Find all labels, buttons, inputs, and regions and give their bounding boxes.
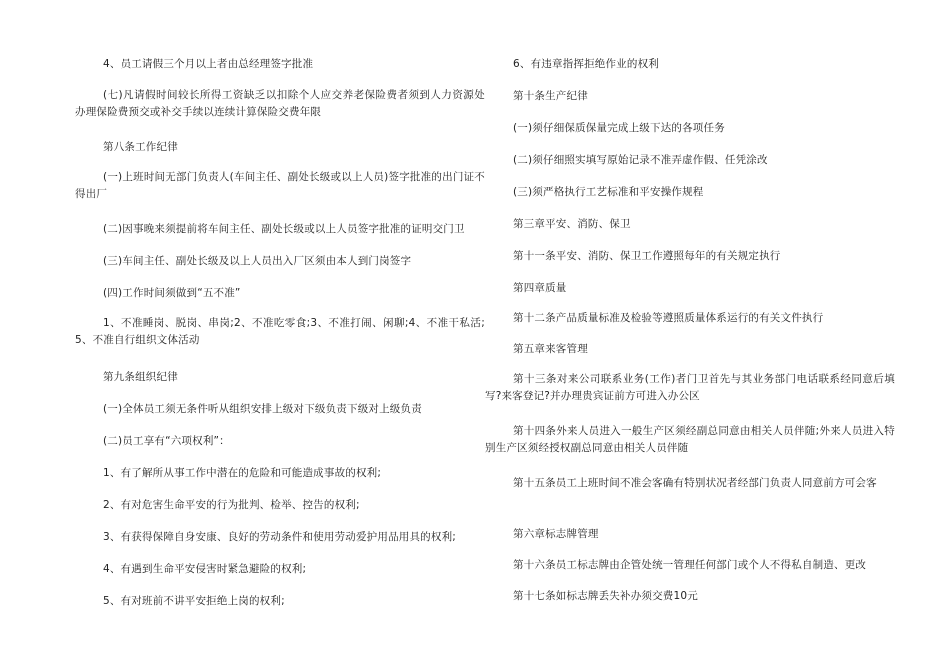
paragraph: (三)须严格执行工艺标准和平安操作规程 — [513, 186, 704, 198]
list-item: 4、有遇到生命平安侵害时紧急避险的权利; — [103, 563, 307, 575]
chapter-heading: 第四章质量 — [513, 282, 567, 294]
chapter-heading: 第三章平安、消防、保卫 — [513, 218, 631, 230]
paragraph: 第十六条员工标志牌由企管处统一管理任何部门或个人不得私自制造、更改 — [513, 559, 867, 571]
paragraph: 第十五条员工上班时间不准会客确有特别状况者经部门负责人同意前方可会客 — [513, 477, 877, 489]
chapter-heading: 第五章来客管理 — [513, 343, 588, 355]
section-heading: 第十条生产纪律 — [513, 90, 588, 102]
paragraph: 第十七条如标志牌丢失补办须交费10元 — [513, 590, 698, 602]
list-item: 1、有了解所从事工作中潜在的危险和可能造成事故的权利; — [103, 467, 382, 479]
paragraph: (二)员工享有“六项权利”： — [103, 435, 230, 447]
paragraph: 第十三条对来公司联系业务(工作)者门卫首先与其业务部门电话联系经同意后填写?来客登记?并办理贵宾证前方可进入办公区 — [485, 373, 895, 402]
paragraph: (一)全体员工须无条件听从组织安排上级对下级负责下级对上级负责 — [103, 403, 422, 415]
paragraph: (三)车间主任、副处长级及以上人员出入厂区须由本人到门岗签字 — [103, 255, 412, 267]
list-item: 5、有对班前不讲平安拒绝上岗的权利; — [103, 595, 285, 607]
paragraph: 1、不准睡岗、脱岗、串岗;2、不准吃零食;3、不准打闹、闲聊;4、不准干私活;5、不准自行组织文体活动 — [75, 317, 485, 346]
section-heading: 第九条组织纪律 — [103, 371, 178, 383]
paragraph: (二)须仔细照实填写原始记录不准弄虚作假、任凭涂改 — [513, 154, 768, 166]
paragraph: (二)因事晚来须提前将车间主任、副处长级或以上人员签字批准的证明交门卫 — [103, 223, 465, 235]
section-heading: 第八条工作纪律 — [103, 141, 178, 153]
paragraph: (七)凡请假时间较长所得工资缺乏以扣除个人应交养老保险费者须到人力资源处办理保险费预交或补交手续以连续计算保险交费年限 — [75, 89, 485, 118]
paragraph: (一)上班时间无部门负责人(车间主任、副处长级或以上人员)签字批准的出门证不得出厂 — [75, 171, 485, 200]
paragraph: 4、员工请假三个月以上者由总经理签字批准 — [103, 58, 314, 70]
paragraph: (四)工作时间须做到“五不准” — [103, 287, 241, 299]
list-item: 6、有违章指挥拒绝作业的权利 — [513, 58, 659, 70]
paragraph: (一)须仔细保质保量完成上级下达的各项任务 — [513, 122, 725, 134]
chapter-heading: 第六章标志牌管理 — [513, 528, 599, 540]
paragraph: 第十一条平安、消防、保卫工作遵照每年的有关规定执行 — [513, 250, 781, 262]
list-item: 3、有获得保障自身安康、良好的劳动条件和使用劳动爱护用品用具的权利; — [103, 531, 457, 543]
paragraph: 第十四条外来人员进入一般生产区须经副总同意由相关人员伴随;外来人员进入特别生产区须经授权副总同意由相关人员伴随 — [485, 425, 895, 454]
paragraph: 第十二条产品质量标准及检验等遵照质量体系运行的有关文件执行 — [513, 312, 824, 324]
list-item: 2、有对危害生命平安的行为批判、检举、控告的权利; — [103, 499, 360, 511]
